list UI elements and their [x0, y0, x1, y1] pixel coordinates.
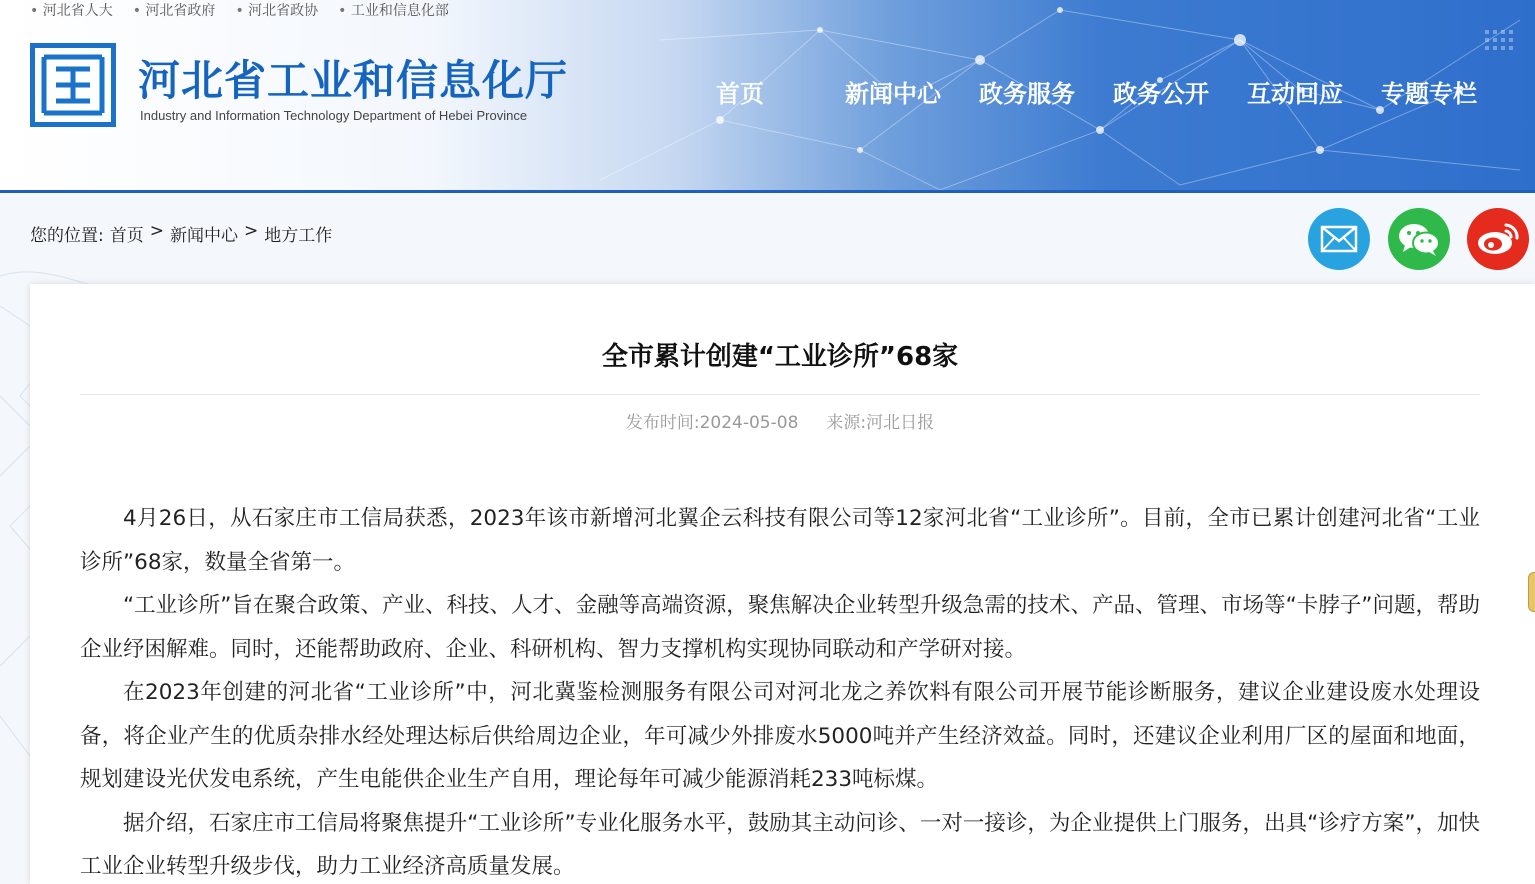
- share-weibo-button[interactable]: [1467, 208, 1529, 270]
- nav-services[interactable]: 政务服务: [979, 80, 1075, 108]
- main-nav: [716, 74, 1496, 109]
- top-link-miit[interactable]: • 工业和信息化部: [338, 0, 449, 20]
- nav-disclosure[interactable]: 政务公开: [1113, 80, 1209, 108]
- site-title[interactable]: 河北省工业和信息化厅: [138, 56, 569, 105]
- article-paragraph: “工业诊所”旨在聚合政策、产业、科技、人才、金融等高端资源，聚焦解决企业转型升级急需的技术、产品、管理、市场等“卡脖子”问题，帮助企业纾困解难。同时，还能帮助政府、企业、科研机构、智力支撑机构实现协同联动和产学研对接。: [80, 593, 1480, 662]
- nav-news[interactable]: 新闻中心: [845, 80, 941, 108]
- nav-topics[interactable]: 专题专栏: [1381, 80, 1477, 108]
- side-float-tab[interactable]: [1528, 572, 1535, 612]
- article-body: [80, 497, 1480, 884]
- breadcrumb-news[interactable]: 新闻中心: [169, 226, 238, 246]
- breadcrumb-separator: >: [243, 221, 259, 241]
- top-link-npc[interactable]: • 河北省人大: [30, 0, 113, 20]
- top-links: [30, 0, 449, 20]
- article-paragraph: 据介绍，石家庄市工信局将聚焦提升“工业诊所”专业化服务水平，鼓励其主动问诊、一对一接诊，为企业提供上门服务，出具“诊疗方案”，加快工业企业转型升级步伐，助力工业经济高质量发展。: [80, 810, 1480, 879]
- article-card: [30, 284, 1535, 884]
- article-title: 全市累计创建“工业诊所”68家: [601, 342, 959, 372]
- site-subtitle: Industry and Information Technology Department of Hebei Province: [140, 108, 528, 123]
- breadcrumb: [30, 221, 332, 246]
- site-header: [0, 0, 1535, 193]
- article-source: 来源:河北日报: [826, 413, 935, 433]
- article-meta: [30, 408, 1530, 433]
- share-mail-button[interactable]: [1308, 208, 1370, 270]
- breadcrumb-separator: >: [149, 221, 164, 241]
- nav-home[interactable]: 首页: [716, 80, 764, 108]
- weibo-icon: [1476, 221, 1520, 257]
- article-paragraph: 在2023年创建的河北省“工业诊所”中，河北冀鉴检测服务有限公司对河北龙之养饮料有限公司开展节能诊断服务，建议企业建设废水处理设备，将企业产生的优质杂排水经处理达标后供给周边企业，年可减少外排废水5000吨并产生经济效益。同时，还建议企业利用厂区的屋面和地面，规划建设光伏发电系统，产生电能供企业生产自用，理论每年可减少能源消耗233吨标煤。: [80, 680, 1480, 792]
- publish-time: 发布时间:2024-05-08: [625, 413, 799, 433]
- breadcrumb-local-work[interactable]: 地方工作: [264, 226, 333, 246]
- mail-icon: [1320, 225, 1358, 253]
- article-paragraph: 4月26日，从石家庄市工信局获悉，2023年该市新增河北翼企云科技有限公司等12家河北省“工业诊所”。目前，全市已累计创建河北省“工业诊所”68家，数量全省第一。: [80, 506, 1480, 575]
- wechat-icon: [1397, 221, 1441, 257]
- top-link-government[interactable]: • 河北省政府: [133, 0, 216, 20]
- logo-icon[interactable]: [30, 43, 116, 127]
- breadcrumb-home[interactable]: 首页: [109, 226, 144, 246]
- share-wechat-button[interactable]: [1388, 208, 1450, 270]
- top-link-cppcc[interactable]: • 河北省政协: [235, 0, 318, 20]
- nav-interaction[interactable]: 互动回应: [1247, 80, 1343, 108]
- breadcrumb-label: 您的位置:: [30, 226, 104, 246]
- title-divider: [80, 394, 1480, 395]
